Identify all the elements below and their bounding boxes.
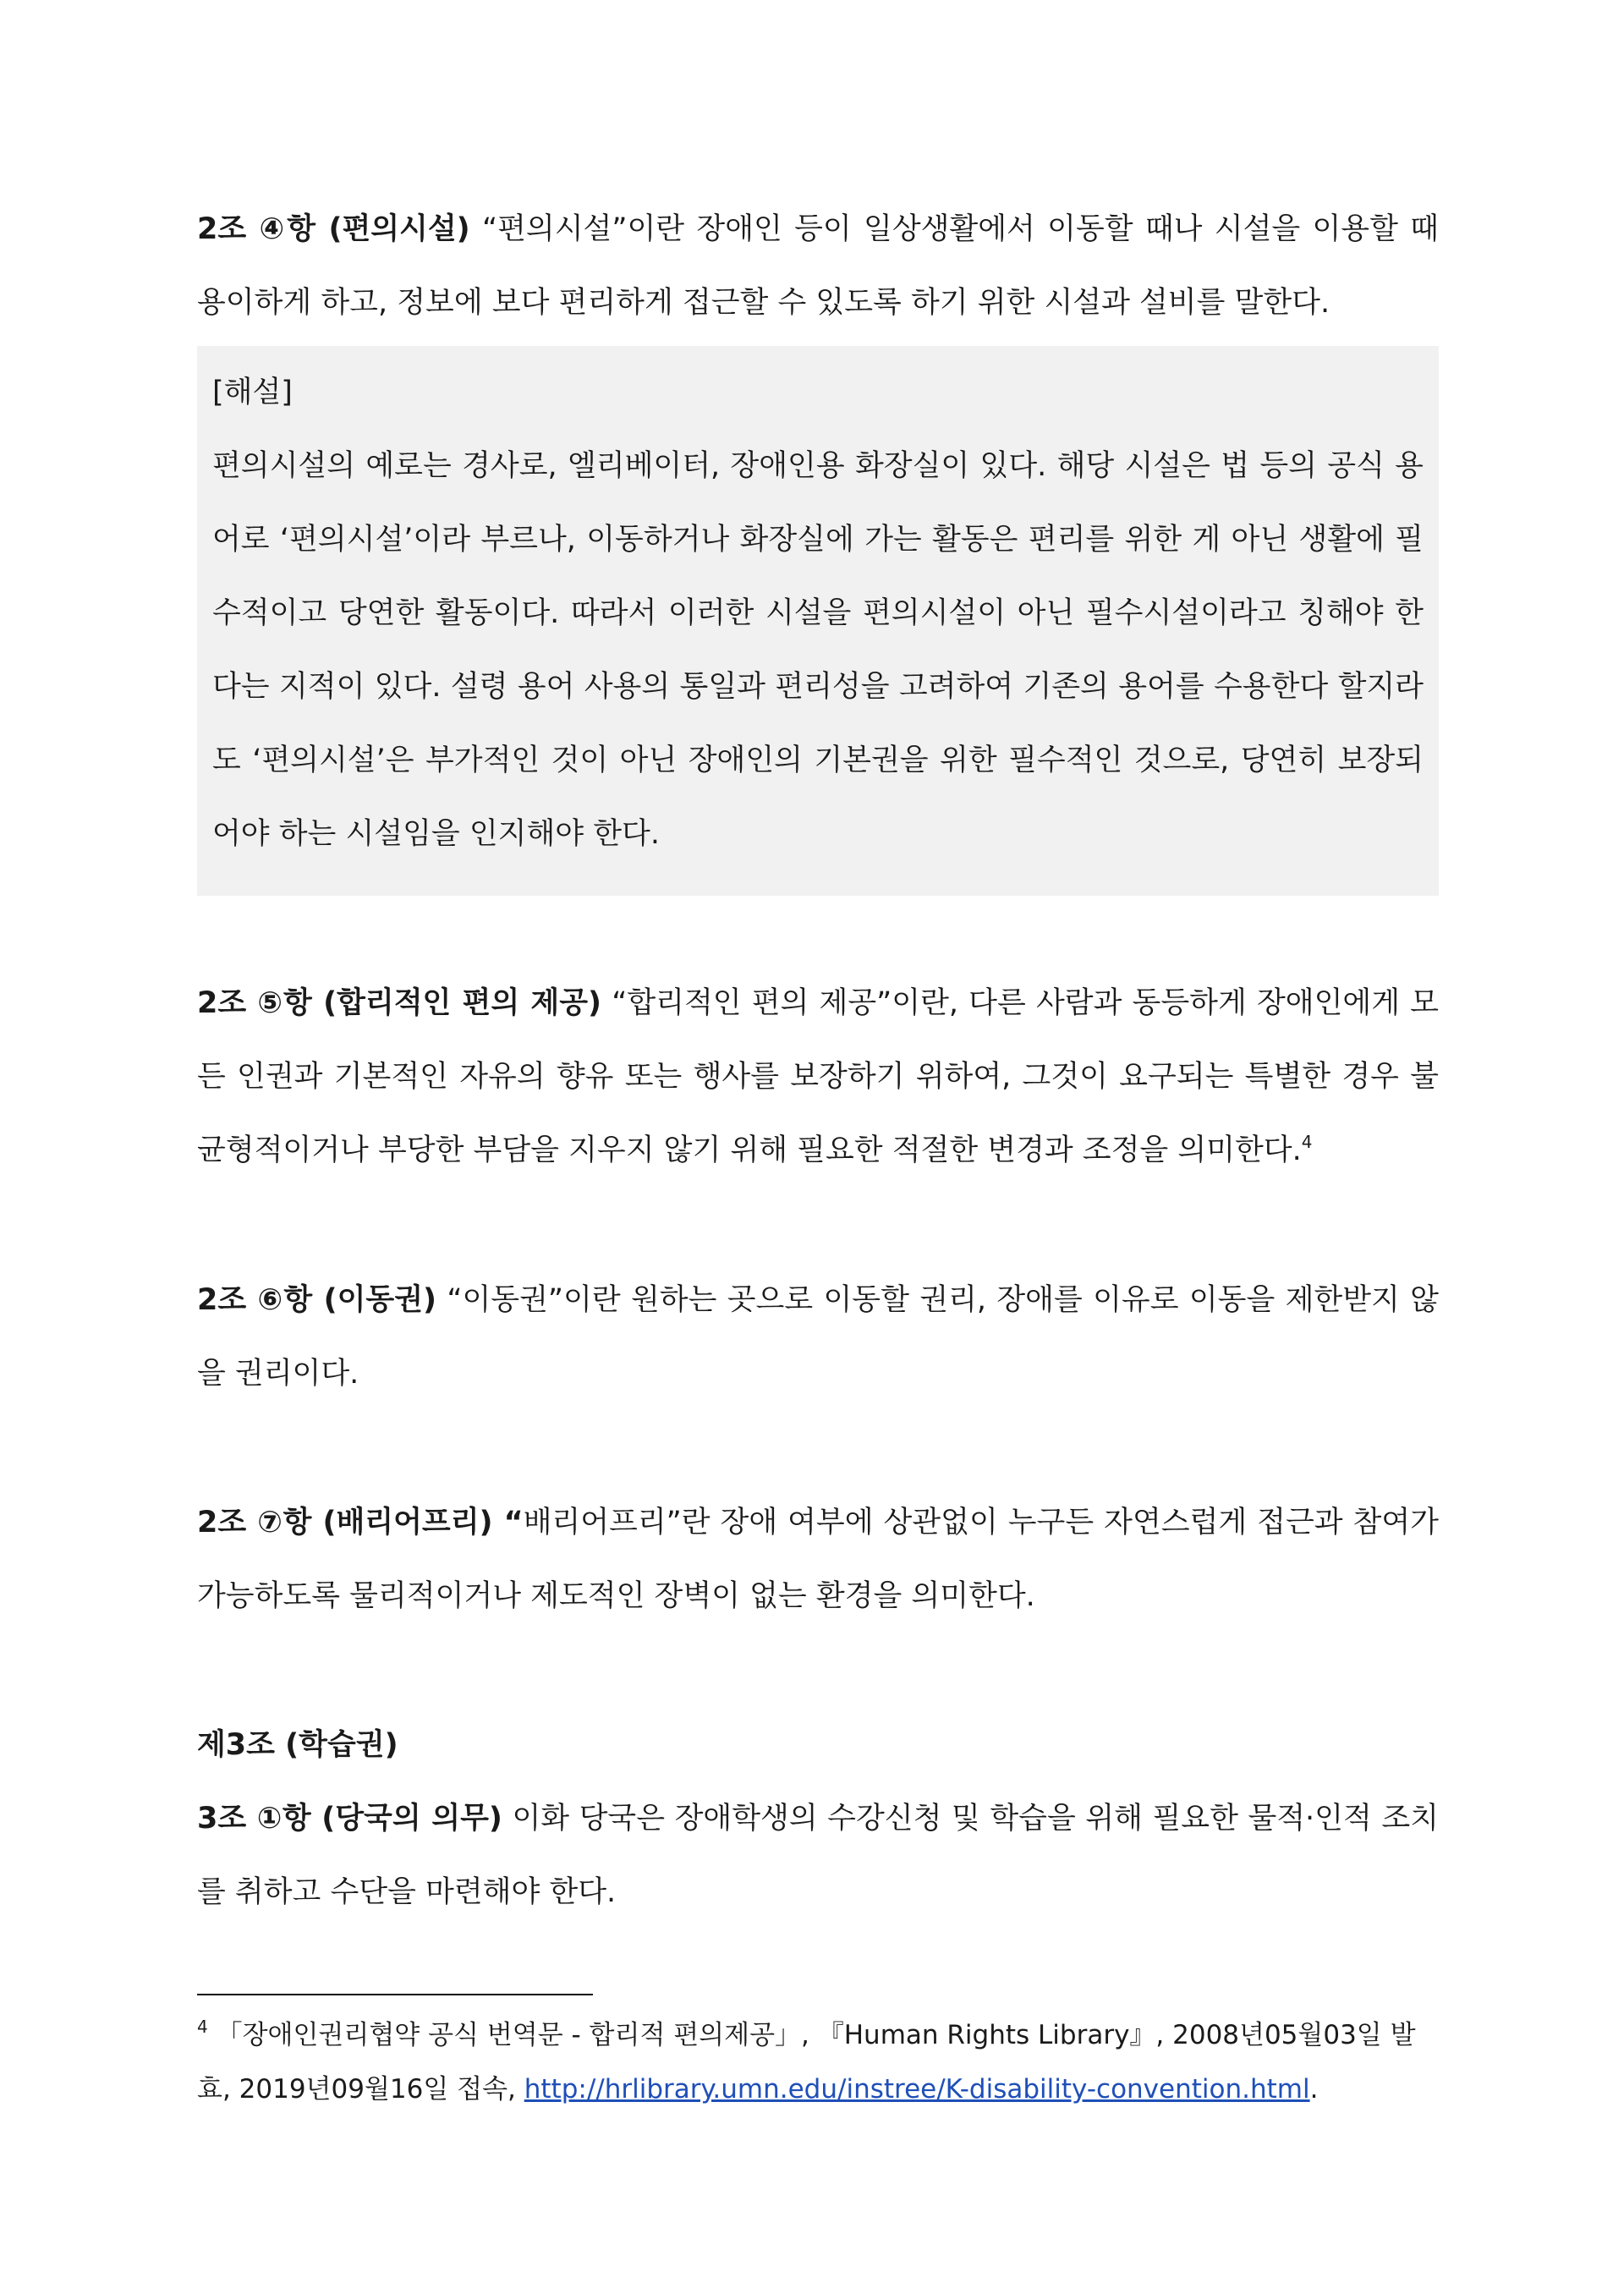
footnote: [197, 2008, 1439, 2116]
clause-text: “편의시설”이란 장애인 등이 일상생활에서 이동할 때나 시설을 이용할 때 용이하게 하고, 정보에 보다 편리하게 접근할 수 있도록 하기 위한 시설과 설비를 말한다.: [197, 212, 1439, 320]
footnote-divider: [197, 1994, 593, 1995]
clause-label: 2조 ⑦항 (배리어프리) “: [197, 1506, 524, 1539]
clause-2-7: [197, 1486, 1439, 1633]
clause-text: 배리어프리”란 장애 여부에 상관없이 누구든 자연스럽게 접근과 참여가 가능하도록 물리적이거나 제도적인 장벽이 없는 환경을 의미한다.: [197, 1506, 1439, 1613]
footnote-number: 4: [197, 2017, 208, 2037]
footnote-end: .: [1309, 2074, 1319, 2105]
commentary-box: [197, 346, 1439, 896]
clause-2-5: [197, 967, 1439, 1188]
commentary-heading: [해설]: [212, 376, 293, 409]
article-3-title: 제3조 (학습권): [197, 1728, 398, 1762]
footnote-link[interactable]: http://hrlibrary.umn.edu/instree/K-disability-convention.html: [524, 2074, 1310, 2105]
clause-2-6: [197, 1264, 1439, 1411]
clause-label: 2조 ⑥항 (이동권): [197, 1283, 437, 1317]
clause-text: “합리적인 편의 제공”이란, 다른 사람과 동등하게 장애인에게 모든 인권과 기본적인 자유의 향유 또는 행사를 보장하기 위하여, 그것이 요구되는 특별한 경우 불균형적이거나 부당한 부담을 지우지 않기 위해 필요한 적절한 변경과 조정을 의미한다.: [197, 986, 1439, 1167]
clause-text: 이화 당국은 장애학생의 수강신청 및 학습을 위해 필요한 물적·인적 조치를 취하고 수단을 마련해야 한다.: [197, 1802, 1439, 1909]
clause-label: 2조 ⑤항 (합리적인 편의 제공): [197, 986, 602, 1020]
clause-3-1: [197, 1782, 1439, 1929]
clause-2-4: [197, 193, 1439, 340]
footnote-text: 「장애인권리협약 공식 번역문 - 합리적 편의제공」, 『Human Rights Library』, 2008년05월03일 발효, 2019년09월16일 접속,: [197, 2020, 1416, 2105]
commentary-text: 편의시설의 예로는 경사로, 엘리베이터, 장애인용 화장실이 있다. 해당 시설은 법 등의 공식 용어로 ‘편의시설’이라 부르나, 이동하거나 화장실에 가는 활동은 편리를 위한 게 아닌 생활에 필수적이고 당연한 활동이다. 따라서 이러한 시설을 편의시설이 아닌 필수시설이라고 칭해야 한다는 지적이 있다. 설령 용어 사용의 통일과 편리성을 고려하여 기존의 용어를 수용한다 할지라도 ‘편의시설’은 부가적인 것이 아닌 장애인의 기본권을 위한 필수적인 것으로, 당연히 보장되어야 하는 시설임을 인지해야 한다.: [212, 449, 1424, 851]
clause-label: 3조 ①항 (당국의 의무): [197, 1802, 502, 1836]
clause-label: 2조 ④항 (편의시설): [197, 212, 470, 246]
clause-text: “이동권”이란 원하는 곳으로 이동할 권리, 장애를 이유로 이동을 제한받지 않을 권리이다.: [197, 1283, 1439, 1391]
footnote-reference[interactable]: 4: [1301, 1132, 1313, 1152]
